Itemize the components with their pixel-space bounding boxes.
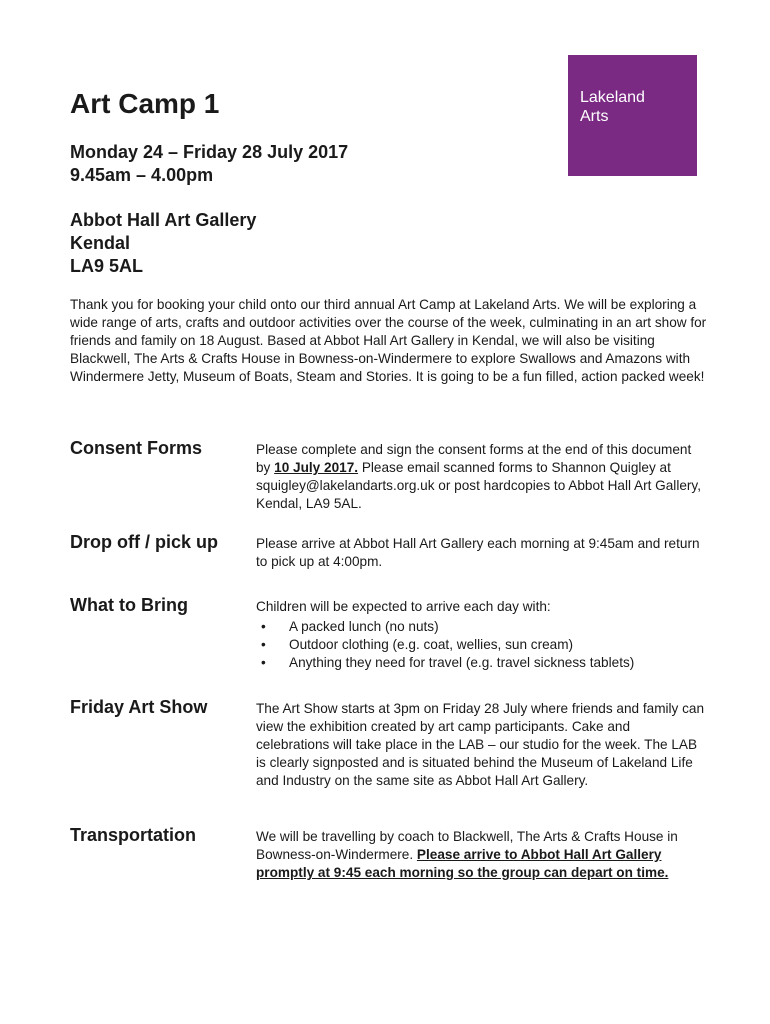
consent-body (256, 441, 706, 513)
consent-deadline: 10 July 2017. (274, 460, 359, 475)
bring-heading: What to Bring (70, 595, 188, 615)
lakeland-arts-logo (568, 55, 697, 176)
time-range: 9.45am – 4.00pm (70, 165, 214, 185)
date-range: Monday 24 – Friday 28 July 2017 (70, 142, 349, 162)
list-item: • A packed lunch (no nuts) (256, 618, 706, 636)
transport-text: We will be travelling by coach to Blackwell, The Arts & Crafts House in Bowness-on-Windermere. (256, 829, 678, 862)
list-item: • Outdoor clothing (e.g. coat, wellies, sun cream) (256, 636, 706, 654)
venue-town: Kendal (70, 233, 131, 253)
logo-line-2: Arts (580, 108, 609, 125)
intro-paragraph: Thank you for booking your child onto our third annual Art Camp at Lakeland Arts. We will be exploring a wide range of arts, crafts and outdoor activities over the course of the week, culminating in an art show for friends and family on 18 August. Based at Abbot Hall Art Gallery in Kendal, we will also be visiting Blackwell, The Arts & Crafts House in Bowness-on-Windermere to explore Swallows and Amazons with Windermere Jetty, Museum of Boats, Steam and Stories. It is going to be a fun filled, action packed week! (70, 297, 707, 384)
page-title: Art Camp 1 (70, 88, 220, 119)
show-body (256, 700, 706, 790)
event-dates (70, 141, 348, 187)
consent-heading: Consent Forms (70, 438, 203, 458)
show-heading: Friday Art Show (70, 697, 208, 717)
dropoff-text: Please arrive at Abbot Hall Art Gallery each morning at 9:45am and return to pick up at 4:00pm. (256, 536, 700, 569)
venue-name: Abbot Hall Art Gallery (70, 210, 257, 230)
consent-text-before: Please complete and sign the consent forms at the end of this document by (256, 442, 692, 475)
logo-line-1: Lakeland (580, 89, 645, 106)
consent-text-after: Please email scanned forms to Shannon Quigley at squigley@lakelandarts.org.uk or post hardcopies to Abbot Hall Art Gallery, Kendal, LA9 5AL. (256, 460, 702, 511)
transport-emphasis: Please arrive to Abbot Hall Art Gallery promptly at 9:45 each morning so the group can depart on time. (256, 847, 669, 880)
venue-postcode: LA9 5AL (70, 256, 144, 276)
bring-lead: Children will be expected to arrive each day with: (256, 599, 551, 614)
bring-body (256, 598, 706, 672)
list-item: • Anything they need for travel (e.g. travel sickness tablets) (256, 654, 706, 672)
transport-heading: Transportation (70, 825, 197, 845)
transport-body (256, 828, 706, 882)
venue-address (70, 209, 256, 278)
bring-list (256, 618, 706, 672)
show-text: The Art Show starts at 3pm on Friday 28 July where friends and family can view the exhibition created by art camp participants. Cake and celebrations will take place in the LAB – our studio for the week. The LAB is clearly signposted and is situated behind the Museum of Lakeland Life and Industry on the same site as Abbot Hall Art Gallery. (256, 701, 705, 788)
dropoff-heading: Drop off / pick up (70, 532, 218, 552)
dropoff-body (256, 535, 706, 571)
